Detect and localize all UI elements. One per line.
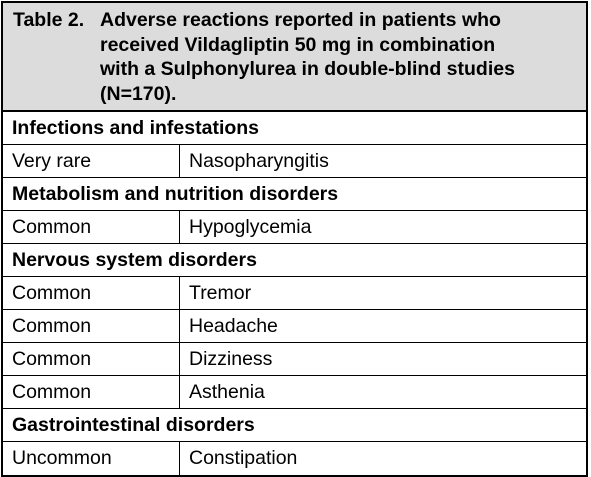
table-row: [3, 145, 586, 178]
reaction-cell: Tremor: [189, 281, 252, 304]
reaction-cell: Hypoglycemia: [189, 215, 312, 238]
reaction-cell: Nasopharyngitis: [189, 149, 329, 172]
table-row: [3, 211, 586, 244]
caption-line: (N=170).: [100, 82, 177, 105]
section-header-row: [3, 112, 586, 145]
frequency-cell: Common: [3, 211, 180, 243]
table-row: [3, 442, 586, 475]
table-row: [3, 310, 586, 343]
reaction-cell: Dizziness: [189, 347, 273, 370]
section-header-row: [3, 244, 586, 277]
caption-text: [100, 8, 576, 106]
reaction-cell: Headache: [189, 314, 278, 337]
table-row: [3, 343, 586, 376]
caption-line: with a Sulphonylurea in double-blind studies: [100, 58, 515, 80]
adverse-reactions-table: [1, 1, 588, 477]
section-header-row: [3, 409, 586, 442]
table-row: [3, 277, 586, 310]
frequency-cell: Common: [3, 376, 180, 408]
section-title: Gastrointestinal disorders: [12, 413, 255, 436]
section-title: Metabolism and nutrition disorders: [12, 182, 339, 205]
section-title: Infections and infestations: [12, 116, 260, 139]
caption-label: Table 2.: [13, 9, 85, 31]
section-title: Nervous system disorders: [12, 248, 257, 271]
table-body: [3, 112, 586, 475]
frequency-cell: Common: [3, 277, 180, 309]
table-caption: [3, 3, 586, 112]
reaction-cell: Constipation: [189, 447, 298, 469]
frequency-cell: Uncommon: [3, 442, 180, 475]
reaction-cell: Asthenia: [189, 380, 265, 403]
frequency-cell: Common: [3, 310, 180, 342]
table-row: [3, 376, 586, 409]
caption-line: Adverse reactions reported in patients who: [100, 9, 501, 31]
frequency-cell: Very rare: [3, 145, 180, 177]
section-header-row: [3, 178, 586, 211]
frequency-cell: Common: [3, 343, 180, 375]
caption-line: received Vildagliptin 50 mg in combination: [100, 33, 496, 56]
